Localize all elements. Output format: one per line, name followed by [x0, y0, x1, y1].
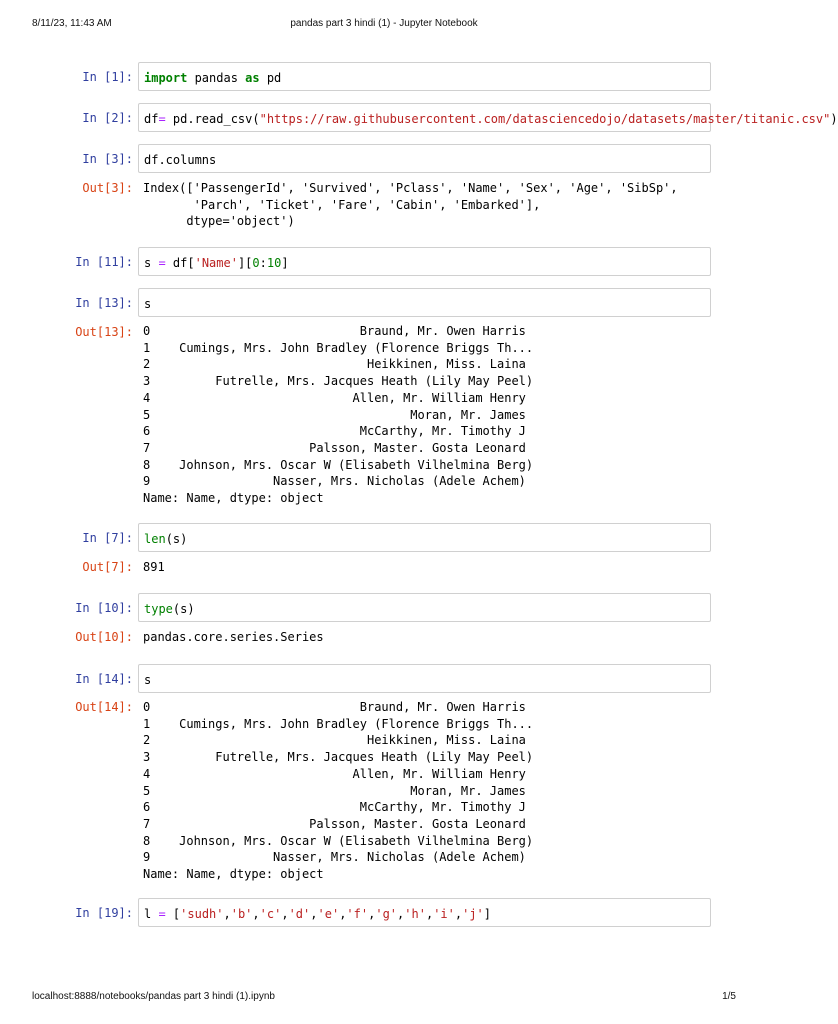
code-input-area[interactable]	[138, 593, 711, 622]
code-text	[139, 289, 710, 313]
code-token: ,	[252, 907, 260, 921]
code-token: import	[144, 71, 188, 85]
code-text	[139, 899, 710, 923]
code-token: 'b'	[230, 907, 253, 921]
cell-output: 0 Braund, Mr. Owen Harris 1 Cumings, Mrs. John Bradley (Florence Briggs Th... 2 Heikkinen, Miss. Laina 3 Futrelle, Mrs. Jacques Heath (Lily May Peel) 4 Allen, Mr. William Henry 5 Moran, Mr. James 6 McCarthy, Mr. Timothy J 7 Palsson, Master. Gosta Leonard 8 Johnson, Mrs. Oscar W (Elisabeth Vilhelmina Berg) 9 Nasser, Mrs. Nicholas (Adele Achem) Name: Name, dtype: object	[143, 324, 534, 506]
input-prompt: In [7]:	[82, 531, 133, 545]
code-token: 'i'	[433, 907, 455, 921]
code-token: df[	[165, 256, 195, 270]
code-token: 10	[266, 256, 282, 270]
code-token: 'sudh'	[180, 907, 224, 921]
code-input-area[interactable]	[138, 898, 711, 927]
code-input-area[interactable]	[138, 664, 711, 693]
code-token: pandas	[187, 71, 246, 85]
input-prompt: In [2]:	[82, 111, 133, 125]
code-token: pd	[259, 71, 282, 85]
code-text	[139, 665, 710, 689]
code-token: 'c'	[259, 907, 282, 921]
code-input-area[interactable]	[138, 288, 711, 317]
code-input-area[interactable]	[138, 523, 711, 552]
input-prompt: In [11]:	[75, 255, 133, 269]
input-prompt: In [10]:	[75, 601, 133, 615]
code-token: s	[144, 256, 159, 270]
code-token: ,	[397, 907, 405, 921]
code-token: ]	[483, 907, 492, 921]
code-text	[139, 63, 710, 87]
output-prompt: Out[14]:	[75, 700, 133, 714]
code-text	[139, 104, 838, 128]
code-token: ,	[454, 907, 463, 921]
output-prompt: Out[10]:	[75, 630, 133, 644]
code-token: pd.read_csv(	[165, 112, 260, 126]
code-token: 0	[252, 256, 260, 270]
input-prompt: In [13]:	[75, 296, 133, 310]
code-token: (s)	[165, 532, 188, 546]
code-token: )	[830, 112, 838, 126]
code-token: as	[245, 71, 260, 85]
cell-output: pandas.core.series.Series	[143, 630, 324, 644]
code-token: [	[165, 907, 181, 921]
cell-output: 891	[143, 560, 165, 574]
code-token: len	[144, 532, 166, 546]
input-prompt: In [3]:	[82, 152, 133, 166]
code-token: =	[158, 112, 166, 126]
code-token: df	[144, 112, 159, 126]
code-token: 'Name'	[194, 256, 238, 270]
code-token: ][	[237, 256, 253, 270]
code-token: 'j'	[462, 907, 484, 921]
cell-output: Index(['PassengerId', 'Survived', 'Pclass', 'Name', 'Sex', 'Age', 'SibSp', 'Parch', 'Ticket', 'Fare', 'Cabin', 'Embarked'], dtype='object')	[143, 181, 678, 229]
code-token: ,	[223, 907, 231, 921]
output-prompt: Out[3]:	[82, 181, 133, 195]
code-text	[139, 524, 710, 548]
code-text	[139, 248, 710, 272]
code-input-area[interactable]	[138, 144, 711, 173]
code-token: 'g'	[375, 907, 398, 921]
input-prompt: In [19]:	[75, 906, 133, 920]
code-input-area[interactable]	[138, 62, 711, 91]
code-token: 'f'	[346, 907, 369, 921]
code-input-area[interactable]	[138, 247, 711, 276]
code-token: df.columns	[144, 153, 217, 167]
code-text	[139, 594, 710, 618]
code-token: "https://raw.githubusercontent.com/datasciencedojo/datasets/master/titanic.csv"	[259, 112, 831, 126]
print-datetime: 8/11/23, 11:43 AM	[32, 18, 112, 29]
code-token: ,	[368, 907, 376, 921]
output-prompt: Out[13]:	[75, 325, 133, 339]
code-token: 'h'	[404, 907, 426, 921]
input-prompt: In [1]:	[82, 70, 133, 84]
print-url: localhost:8888/notebooks/pandas part 3 hindi (1).ipynb	[32, 991, 275, 1002]
code-token: type	[144, 602, 173, 616]
code-token: =	[158, 907, 166, 921]
input-prompt: In [14]:	[75, 672, 133, 686]
code-token: ,	[281, 907, 289, 921]
cell-output: 0 Braund, Mr. Owen Harris 1 Cumings, Mrs. John Bradley (Florence Briggs Th... 2 Heikkinen, Miss. Laina 3 Futrelle, Mrs. Jacques Heath (Lily May Peel) 4 Allen, Mr. William Henry 5 Moran, Mr. James 6 McCarthy, Mr. Timothy J 7 Palsson, Master. Gosta Leonard 8 Johnson, Mrs. Oscar W (Elisabeth Vilhelmina Berg) 9 Nasser, Mrs. Nicholas (Adele Achem) Name: Name, dtype: object	[143, 700, 534, 882]
code-token: ,	[425, 907, 434, 921]
code-input-area[interactable]	[138, 103, 838, 132]
print-page-title: pandas part 3 hindi (1) - Jupyter Notebook	[290, 18, 478, 29]
code-token: ,	[339, 907, 347, 921]
code-token: ]	[281, 256, 289, 270]
code-token: s	[144, 297, 152, 311]
code-token: s	[144, 673, 152, 687]
code-token: l	[144, 907, 159, 921]
code-token: ,	[310, 907, 318, 921]
code-text	[139, 145, 710, 169]
code-token: 'd'	[288, 907, 311, 921]
output-prompt: Out[7]:	[82, 560, 133, 574]
code-token: (s)	[172, 602, 195, 616]
code-token: =	[158, 256, 166, 270]
code-token: 'e'	[317, 907, 340, 921]
print-page-number: 1/5	[722, 991, 736, 1002]
code-token: :	[259, 256, 267, 270]
